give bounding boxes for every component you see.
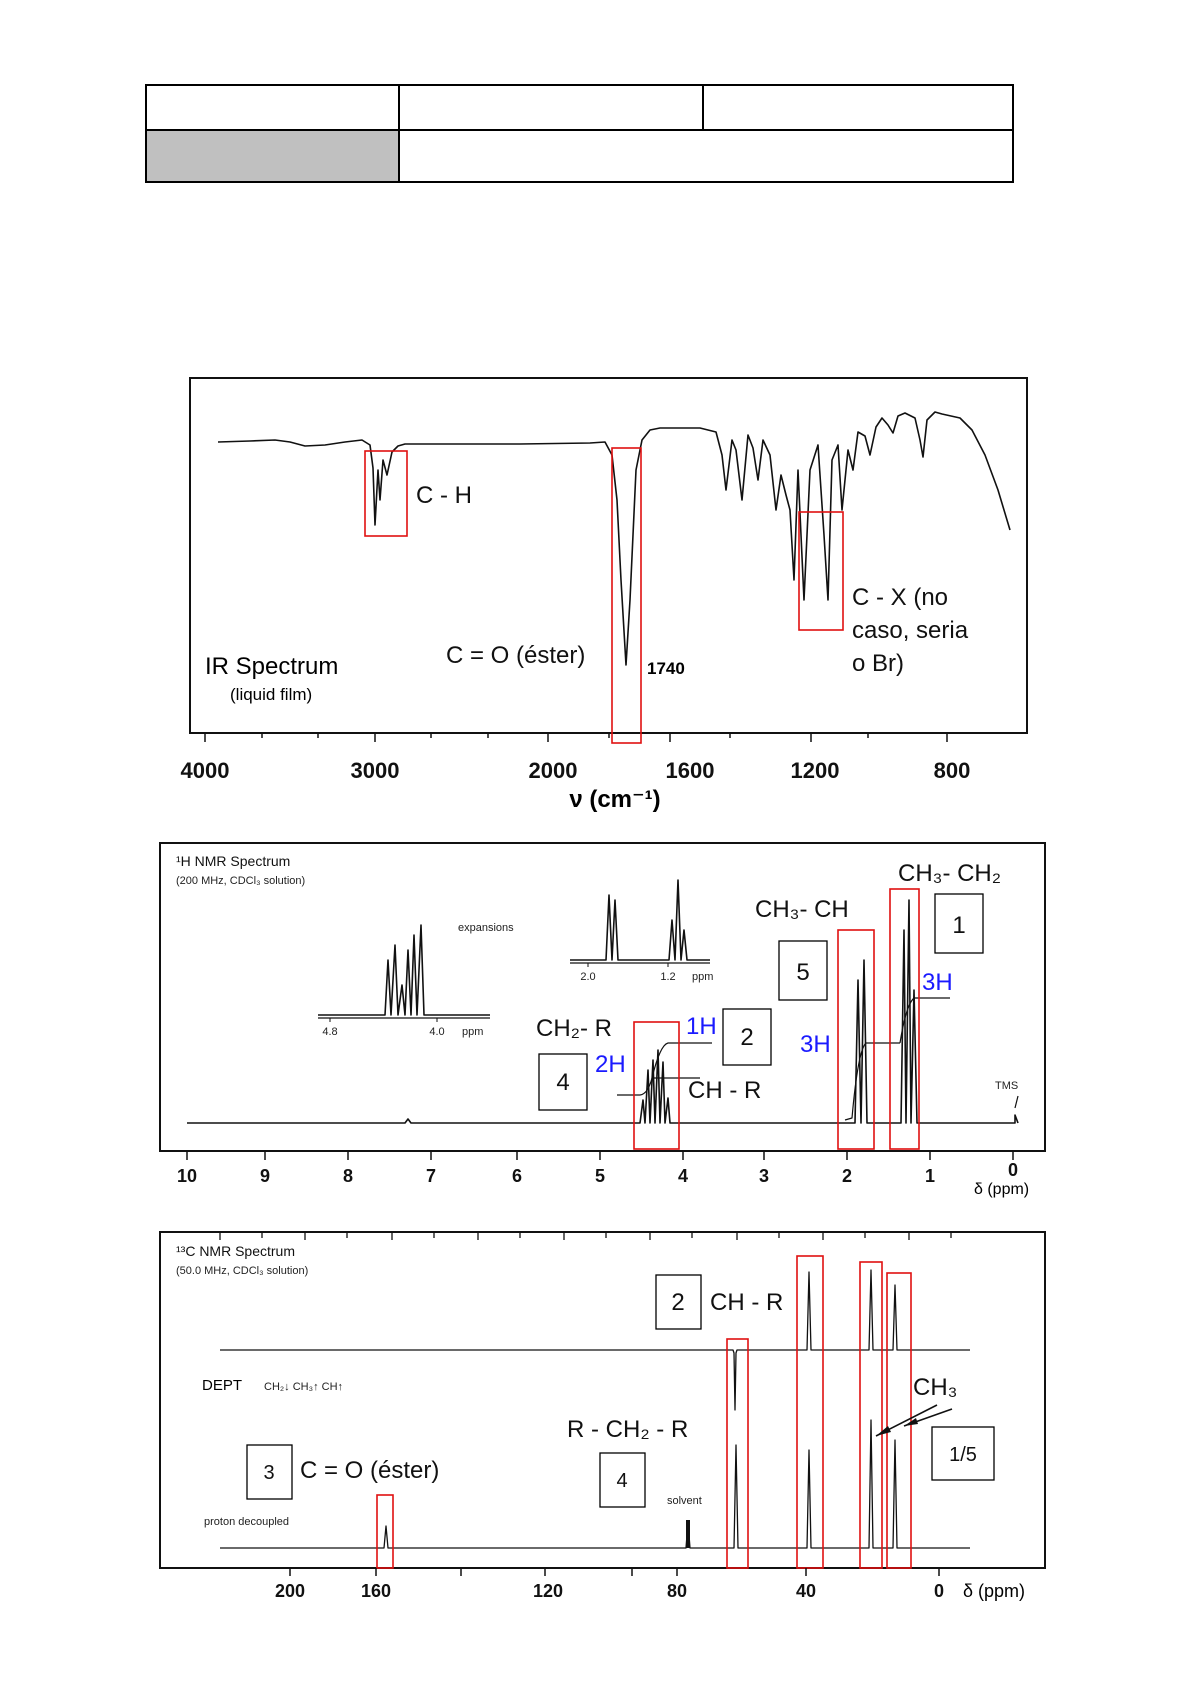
c13-solvent-peak — [686, 1520, 690, 1548]
h1-tick-label: 2 — [841, 1166, 853, 1186]
c13-nmr-spectrum — [160, 1232, 1045, 1601]
h1-2h-label: 2H — [595, 1051, 626, 1078]
h1-tick-label: 10 — [176, 1166, 198, 1186]
ir-title: IR Spectrum — [205, 653, 339, 680]
h1-tick-label: 9 — [259, 1166, 271, 1186]
h1-tick-label: 3 — [758, 1166, 770, 1186]
h1-nmr-spectrum — [160, 843, 1045, 1198]
ir-subtitle: (liquid film) — [230, 685, 313, 704]
c13-dept-legend: CH₂↓ CH₃↑ CH↑ — [264, 1381, 344, 1393]
h1-chr-label: CH - R — [688, 1077, 762, 1104]
h1-box-5-label: 5 — [796, 959, 810, 986]
c13-box-2-label: 2 — [671, 1289, 685, 1316]
c13-tick-label: 120 — [532, 1581, 564, 1601]
h1-ch2r-label: CH₂- R — [536, 1015, 612, 1042]
h1-title: ¹H NMR Spectrum — [176, 853, 291, 869]
h1-integral-1h — [652, 1043, 712, 1078]
c13-tick-label: 40 — [795, 1581, 817, 1601]
h1-tick-label: 7 — [425, 1166, 437, 1186]
ir-tick-label: 1600 — [665, 758, 715, 783]
h1-box-4-label: 4 — [556, 1069, 570, 1096]
h1-tick-label: 8 — [342, 1166, 354, 1186]
c13-subtitle: (50.0 MHz, CDCl₃ solution) — [176, 1265, 309, 1277]
h1-trace — [187, 900, 1018, 1123]
h1-expansion-left — [318, 925, 490, 1038]
c13-box-4-label: 4 — [616, 1470, 628, 1492]
c13-ticks — [290, 1568, 939, 1576]
ir-co-label: C = O (éster) — [446, 642, 586, 669]
h1-exp-left-tick: 4.8 — [322, 1026, 338, 1038]
c13-arrowhead-a — [876, 1426, 891, 1436]
h1-tick-label: 4 — [677, 1166, 689, 1186]
h1-tick-label: 0 — [1007, 1160, 1019, 1180]
ir-tick-label: 4000 — [180, 758, 230, 783]
c13-rch2r-label: R - CH₂ - R — [567, 1416, 689, 1443]
h1-exp-left-tick: 4.0 — [429, 1026, 445, 1038]
ir-axis-label: ν (cm⁻¹) — [569, 786, 661, 813]
c13-tick-label: 0 — [933, 1581, 945, 1601]
h1-tick-label: 6 — [511, 1166, 523, 1186]
ir-cx-label-1: C - X (no — [852, 584, 949, 611]
c13-box-15-label: 1/5 — [949, 1444, 977, 1466]
c13-tick-label: 160 — [360, 1581, 392, 1601]
c13-box-3-label: 3 — [263, 1462, 275, 1484]
h1-exp-right-tick: 2.0 — [580, 971, 596, 983]
h1-exp-right-tick: 1.2 — [660, 971, 676, 983]
ir-tick-label: 1200 — [790, 758, 840, 783]
c13-tick-label: 80 — [666, 1581, 688, 1601]
h1-ch3ch2-label: CH₃- CH₂ — [898, 860, 1002, 887]
c13-tick-label: 200 — [274, 1581, 306, 1601]
c13-title: ¹³C NMR Spectrum — [176, 1243, 296, 1259]
c13-solvent-label: solvent — [667, 1495, 702, 1507]
h1-ticks — [187, 1151, 1013, 1160]
ir-ch-box — [365, 451, 407, 536]
c13-top-ticks — [220, 1232, 951, 1240]
ir-peak-label: 1740 — [647, 659, 685, 678]
c13-proton-label: proton decoupled — [204, 1516, 290, 1528]
h1-exp-left-unit: ppm — [462, 1026, 484, 1038]
h1-tms-label: TMS — [995, 1080, 1019, 1092]
h1-exp-right-unit: ppm — [692, 971, 714, 983]
h1-1h-label: 1H — [686, 1013, 717, 1040]
h1-3h-label-a: 3H — [800, 1031, 831, 1058]
ir-tick-label: 800 — [933, 758, 971, 783]
c13-ch3-box-a — [860, 1262, 882, 1568]
h1-axis-label: δ (ppm) — [974, 1181, 1030, 1198]
c13-co-label: C = O (éster) — [300, 1457, 440, 1484]
h1-tick-label: 1 — [924, 1166, 936, 1186]
ir-ticks — [205, 733, 947, 742]
ir-tick-label: 3000 — [350, 758, 400, 783]
h1-subtitle: (200 MHz, CDCl₃ solution) — [176, 875, 306, 887]
c13-axis-label: δ (ppm) — [963, 1581, 1026, 1601]
h1-box-1-label: 1 — [952, 912, 966, 939]
h1-expansions-label: expansions — [458, 922, 514, 934]
ir-tick-label: 2000 — [528, 758, 578, 783]
c13-dept-label: DEPT — [202, 1377, 243, 1394]
ir-spectrum — [181, 378, 1027, 813]
h1-expansion-right — [570, 880, 713, 983]
ir-cx-label-3: o Br) — [852, 650, 905, 677]
h1-3h-label-b: 3H — [922, 969, 953, 996]
c13-chr-label: CH - R — [710, 1289, 784, 1316]
ir-ch-label: C - H — [416, 482, 472, 509]
h1-box-2-label: 2 — [740, 1024, 754, 1051]
h1-ch3ch-label: CH₃- CH — [755, 896, 849, 923]
c13-ch3-label: CH₃ — [913, 1374, 958, 1401]
h1-integral-3h-a — [845, 1043, 900, 1120]
ir-cx-label-2: caso, seria — [852, 617, 969, 644]
h1-tick-label: 5 — [594, 1166, 606, 1186]
